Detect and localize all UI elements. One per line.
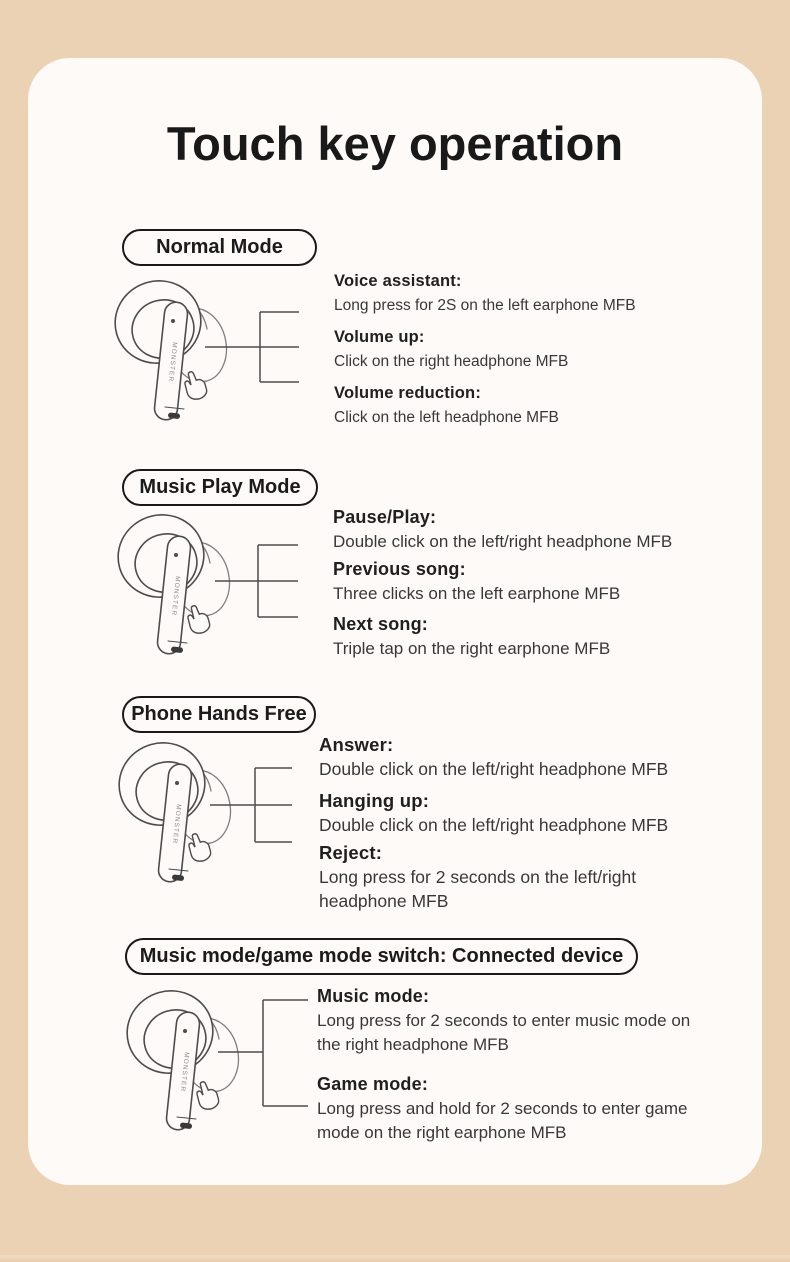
instruction-item	[319, 732, 668, 781]
connector-bracket	[218, 994, 310, 1112]
mode-badge-normal: Normal Mode	[122, 229, 317, 266]
instruction-body: Long press for 2 seconds to enter music mode on the right headphone MFB	[317, 1011, 691, 1054]
instruction-heading: Music mode:	[317, 986, 430, 1006]
mode-badge-music-play: Music Play Mode	[122, 469, 318, 506]
instruction-body: Double click on the left/right headphone MFB	[319, 815, 669, 835]
instruction-item	[333, 612, 610, 661]
instruction-heading: Next song:	[333, 614, 429, 634]
connector-bracket	[205, 761, 293, 847]
instruction-item	[317, 984, 717, 1057]
instruction-heading: Answer:	[319, 734, 394, 755]
mode-badge-hands-free: Phone Hands Free	[122, 696, 316, 733]
instruction-body: Long press for 2 seconds on the left/right headphone MFB	[319, 867, 637, 911]
instruction-heading: Reject:	[319, 842, 383, 863]
instruction-heading: Previous song:	[333, 559, 466, 579]
instruction-heading: Volume up:	[334, 328, 425, 346]
instruction-body: Long press for 2S on the left earphone MFB	[334, 297, 636, 314]
instruction-body: Double click on the left/right headphone MFB	[319, 759, 669, 779]
instruction-heading: Voice assistant:	[334, 272, 462, 290]
instruction-body: Triple tap on the right earphone MFB	[333, 639, 611, 658]
instruction-body: Long press and hold for 2 seconds to enter game mode on the right earphone MFB	[317, 1099, 688, 1142]
instruction-heading: Volume reduction:	[334, 384, 482, 402]
instruction-item	[319, 788, 668, 837]
instruction-heading: Hanging up:	[319, 790, 430, 811]
connector-bracket	[205, 305, 301, 390]
instruction-body: Three clicks on the left earphone MFB	[333, 584, 621, 603]
instruction-heading: Game mode:	[317, 1074, 429, 1094]
instruction-item	[333, 557, 620, 606]
mode-badge-music-game-switch: Music mode/game mode switch: Connected device	[125, 938, 638, 975]
instruction-item	[333, 505, 672, 554]
instruction-item	[334, 381, 559, 430]
instruction-heading: Pause/Play:	[333, 507, 437, 527]
page-title: Touch key operation	[166, 117, 624, 170]
instruction-body: Double click on the left/right headphone MFB	[333, 532, 673, 551]
page-bottom-edge	[0, 1255, 790, 1262]
connector-bracket	[210, 538, 300, 623]
instruction-item	[334, 325, 568, 374]
instruction-item	[334, 269, 636, 318]
instruction-body: Click on the left headphone MFB	[334, 409, 559, 426]
instruction-item	[317, 1072, 717, 1145]
instruction-item	[319, 840, 719, 913]
instruction-body: Click on the right headphone MFB	[334, 353, 569, 370]
